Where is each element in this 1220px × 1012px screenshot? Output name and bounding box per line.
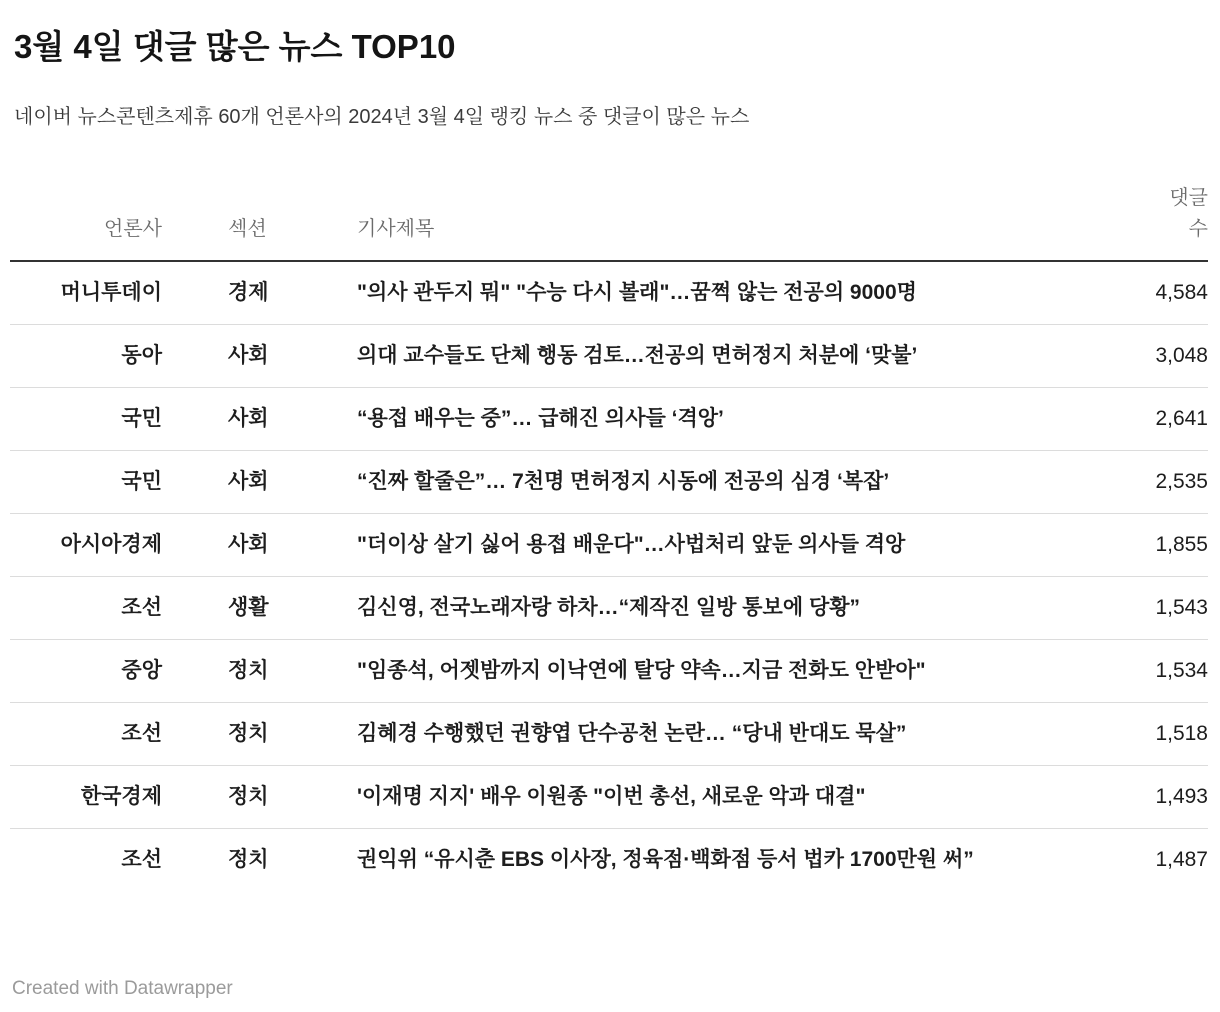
outlet-cell: 아시아경제 bbox=[10, 514, 162, 577]
column-header-section: 섹션 bbox=[162, 183, 347, 261]
comments-cell: 1,487 bbox=[1085, 829, 1208, 892]
comments-cell: 4,584 bbox=[1155, 281, 1208, 305]
news-table bbox=[10, 183, 1208, 891]
column-header-title: 기사제목 bbox=[347, 183, 1085, 261]
title-cell: "더이상 살기 싫어 용접 배운다"…사법처리 앞둔 의사들 격앙 bbox=[347, 514, 1085, 577]
table-row bbox=[10, 640, 1208, 703]
comments-cell: 1,855 bbox=[1085, 514, 1208, 577]
footer bbox=[12, 978, 233, 1000]
comments-cell: 1,493 bbox=[1085, 766, 1208, 829]
outlet-cell: 조선 bbox=[10, 577, 162, 640]
column-header-comments-label: 댓글 수 bbox=[1169, 187, 1208, 241]
table-row bbox=[10, 325, 1208, 388]
section-cell: 사회 bbox=[162, 514, 347, 577]
table-row bbox=[10, 577, 1208, 640]
section-cell: 사회 bbox=[162, 325, 347, 388]
table-row bbox=[10, 451, 1208, 514]
table-header-row bbox=[10, 183, 1208, 261]
column-header-comments bbox=[1085, 183, 1208, 261]
outlet-cell: 한국경제 bbox=[10, 766, 162, 829]
title-cell: '이재명 지지' 배우 이원종 "이번 총선, 새로운 악과 대결" bbox=[347, 766, 1085, 829]
section-cell: 정치 bbox=[162, 829, 347, 892]
table-row bbox=[10, 703, 1208, 766]
section-cell: 정치 bbox=[162, 766, 347, 829]
section-cell: 생활 bbox=[162, 577, 347, 640]
title-cell: “용접 배우는 중”… 급해진 의사들 ‘격앙’ bbox=[347, 388, 1085, 451]
section-cell: 경제 bbox=[228, 281, 269, 305]
comments-cell: 1,518 bbox=[1085, 703, 1208, 766]
comments-cell: 3,048 bbox=[1085, 325, 1208, 388]
title-cell: "임종석, 어젯밤까지 이낙연에 탈당 약속…지금 전화도 안받아" bbox=[347, 640, 1085, 703]
table-row bbox=[10, 766, 1208, 829]
section-cell: 정치 bbox=[162, 703, 347, 766]
outlet-cell: 국민 bbox=[10, 388, 162, 451]
comments-cell: 2,641 bbox=[1085, 388, 1208, 451]
section-cell: 정치 bbox=[162, 640, 347, 703]
table-body bbox=[10, 261, 1208, 891]
title-cell: “진짜 할줄은”… 7천명 면허정지 시동에 전공의 심경 ‘복잡’ bbox=[347, 451, 1085, 514]
title-cell: 김혜경 수행했던 권향엽 단수공천 논란… “당내 반대도 묵살” bbox=[347, 703, 1085, 766]
title-cell: "의사 관두지 뭐" "수능 다시 볼래"…꿈쩍 않는 전공의 9000명 bbox=[357, 281, 917, 305]
outlet-cell: 동아 bbox=[10, 325, 162, 388]
outlet-cell: 조선 bbox=[10, 829, 162, 892]
table-header bbox=[10, 183, 1208, 261]
table-row bbox=[10, 829, 1208, 892]
outlet-cell: 머니투데이 bbox=[60, 281, 162, 305]
outlet-cell: 국민 bbox=[10, 451, 162, 514]
table-row bbox=[10, 261, 1208, 325]
section-cell: 사회 bbox=[162, 388, 347, 451]
comments-cell: 1,534 bbox=[1085, 640, 1208, 703]
outlet-cell: 조선 bbox=[10, 703, 162, 766]
comments-cell: 1,543 bbox=[1085, 577, 1208, 640]
page-subtitle: 네이버 뉴스콘텐츠제휴 60개 언론사의 2024년 3월 4일 랭킹 뉴스 중 댓글이 많은 뉴스 bbox=[14, 106, 750, 129]
datawrapper-credit-link[interactable]: Created with Datawrapper bbox=[12, 978, 233, 999]
title-cell: 권익위 “유시춘 EBS 이사장, 정육점·백화점 등서 법카 1700만원 써” bbox=[347, 829, 1085, 892]
section-cell: 사회 bbox=[162, 451, 347, 514]
page-title: 3월 4일 댓글 많은 뉴스 TOP10 bbox=[14, 28, 456, 65]
outlet-cell: 중앙 bbox=[10, 640, 162, 703]
title-cell: 의대 교수들도 단체 행동 검토…전공의 면허정지 처분에 ‘맞불’ bbox=[347, 325, 1085, 388]
comments-cell: 2,535 bbox=[1085, 451, 1208, 514]
table-row bbox=[10, 388, 1208, 451]
table-row bbox=[10, 514, 1208, 577]
title-cell: 김신영, 전국노래자랑 하차…“제작진 일방 통보에 당황” bbox=[347, 577, 1085, 640]
column-header-outlet: 언론사 bbox=[10, 183, 162, 261]
